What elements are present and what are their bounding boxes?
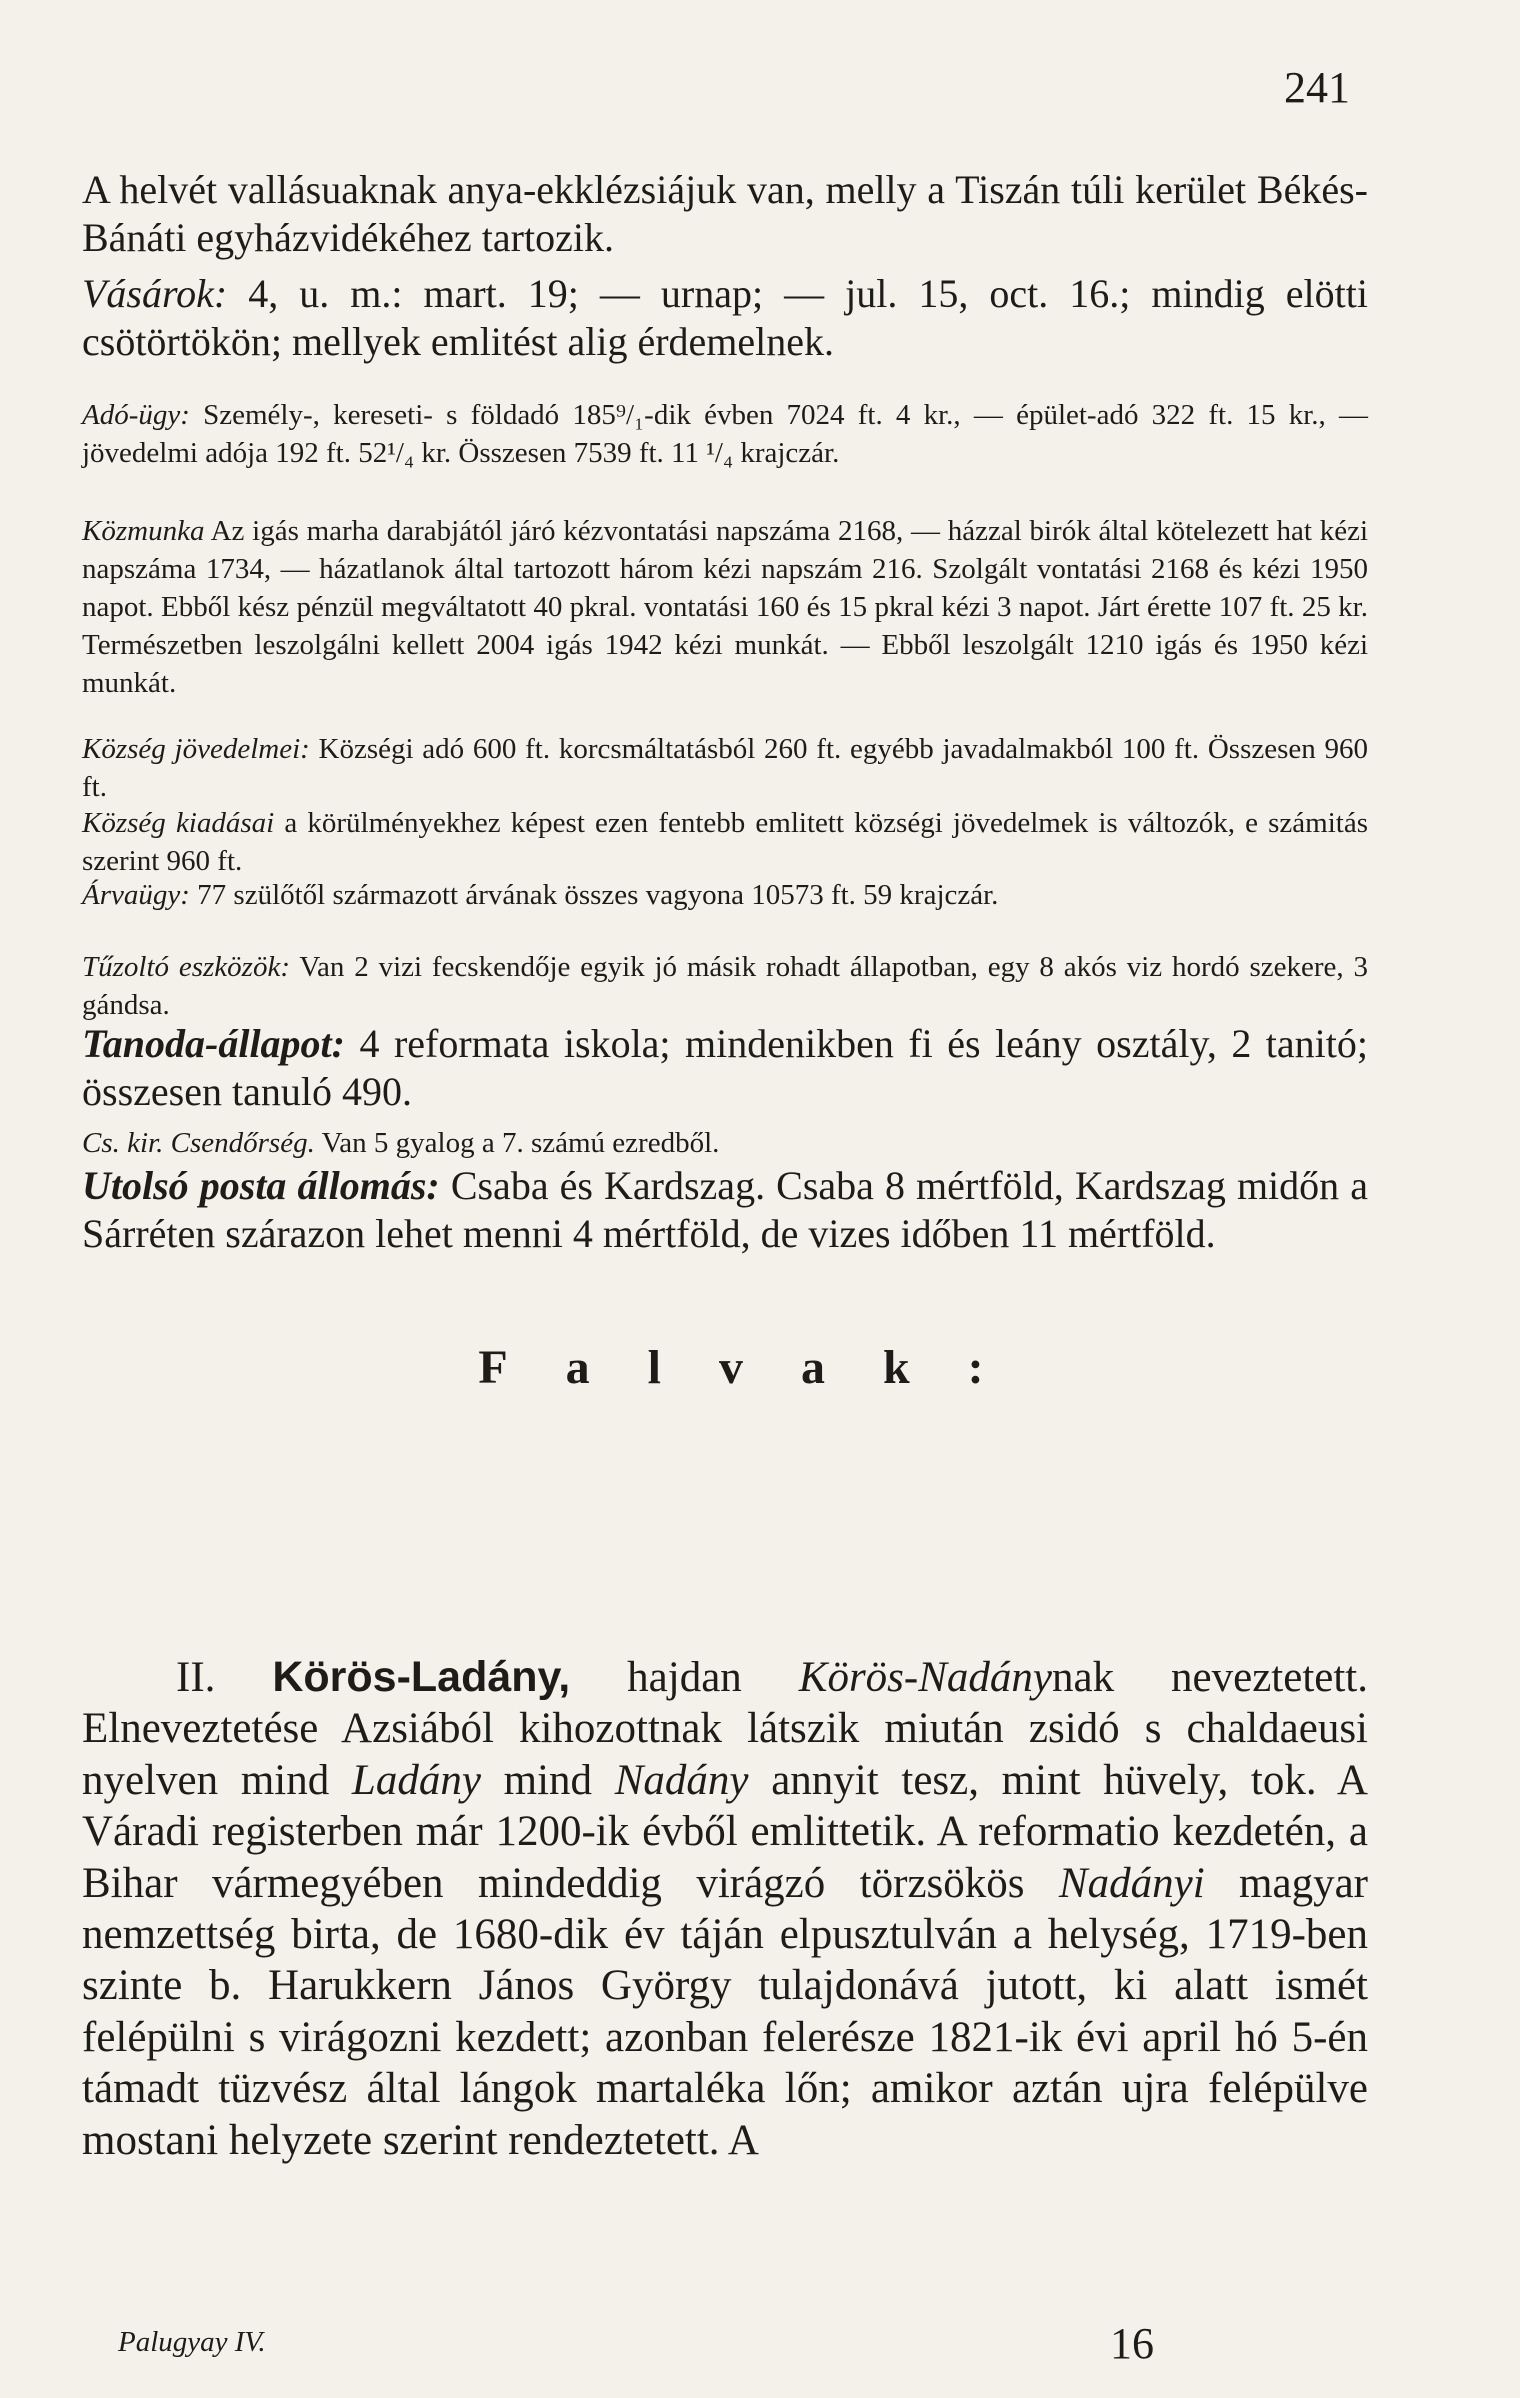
schools-label: Tanoda-állapot: — [82, 1021, 345, 1066]
orphan-affairs-text: 77 szülőtől származott árvának összes vagyona 10573 ft. 59 krajczár. — [197, 879, 999, 911]
paragraph-orphan-affairs — [82, 876, 1368, 914]
old-place-name: Körös-Nadány — [798, 1654, 1052, 1701]
post-office-text: Csaba és Kardszag. Csaba 8 mértföld, Kardszag midőn a Sárréten szárazon lehet menni 4 mértföld, de vizes időben 11 mértföld. — [82, 1163, 1368, 1256]
gendarmerie-label: Cs. kir. Csendőrség. — [82, 1127, 315, 1159]
paragraph-fire-equipment — [82, 948, 1368, 1024]
orphan-affairs-label: Árvaügy: — [82, 879, 190, 911]
tax-text: Személy-, kereseti- s földadó 185⁹/₁-dik évben 7024 ft. 4 kr., — épület-adó 322 ft. 15 kr., — jövedelmi adója 192 ft. 52¹/₄ kr. Összesen 7539 ft. 11 ¹/₄ krajczár. — [82, 399, 1368, 469]
public-works-label: Közmunka — [82, 515, 205, 547]
post-office-label: Utolsó posta állomás: — [82, 1163, 440, 1208]
paragraph-schools — [82, 1020, 1368, 1116]
family-nadanyi: Nadányi — [1058, 1859, 1205, 1907]
text-run: mind — [480, 1756, 615, 1804]
term-ladany: Ladány — [351, 1756, 481, 1804]
paragraph-village-income — [82, 730, 1368, 806]
fire-equipment-label: Tűzoltó eszközök: — [82, 951, 290, 983]
public-works-text: Az igás marha darabjától járó kézvontatási napszáma 2168, — házzal birók által kötelezett hat kézi napszáma 1734, — házatlanok által tartozott három kézi napszám 216. Szolgált vontatási 2168 és kézi 1950 napot. Ebből kész pénzül megváltatott 40 pkral. vontatási 160 és 15 pkral kézi 3 napot. Járt érette 107 ft. 25 kr. Természetben leszolgálni kellett 2004 igás 1942 kézi munkát. — Ebből leszolgált 1210 igás és 1950 kézi munkát. — [82, 515, 1369, 699]
paragraph-tax — [82, 396, 1368, 472]
footer-signature: Palugyay IV. — [118, 2326, 266, 2358]
text-run: nak neveztetett. Elneveztetése Azsiából kihozottnak látszik miután zsidó s chaldaeusi nyelven mind — [82, 1654, 1369, 1804]
text-run: annyit tesz, mint hüvely, tok. A Váradi registerben már 1200-ik évből emlittetik. A reformatio kezdetén, a Bihar vármegyében mindeddig virágzó törzsökös — [82, 1756, 1368, 1907]
paragraph-gendarmerie — [82, 1124, 1368, 1162]
village-income-text: Községi adó 600 ft. korcsmáltatásból 260 ft. egyébb javadalmakból 100 ft. Összesen 960 ft. — [82, 733, 1368, 803]
village-expenses-text: a körülményekhez képest ezen fentebb emlitett községi jövedelmek is változók, e számitás szerint 960 ft. — [82, 807, 1368, 877]
paragraph-religion: A helvét vallásuaknak anya-ekklézsiájuk van, melly a Tiszán túli kerület Békés-Bánáti egyházvidékéhez tartozik. — [82, 167, 1368, 260]
schools-text: 4 reformata iskola; mindenikben fi és leány osztály, 2 tanitó; összesen tanuló 490. — [82, 1021, 1369, 1114]
text-run: magyar nemzettség birta, de 1680-dik év táján elpusztulván a helység, 1719-ben szinte b. Harukkern János György tulajdonává jutott, ki alatt ismét felépülni s virágozni kezdett; azonban felerésze 1821-ik évi april hó 5-én támadt tüzvész által lángok martaléka lőn; amikor aztán ujra felépülve mostani helyzete szerint rendeztetett. A — [82, 1859, 1368, 2164]
paragraph-post-office — [82, 1162, 1368, 1258]
term-nadany: Nadány — [614, 1756, 749, 1804]
gendarmerie-text: Van 5 gyalog a 7. számú ezredből. — [321, 1127, 720, 1159]
villages-heading: Falvak: — [478, 1341, 1042, 1394]
page-number: 241 — [1284, 63, 1350, 112]
paragraph-village-expenses — [82, 804, 1368, 880]
fire-equipment-text: Van 2 vizi fecskendője egyik jó másik rohadt állapotban, egy 8 akós viz hordó szekere, 3 gándsa. — [82, 951, 1368, 1021]
text-run: hajdan — [570, 1654, 799, 1701]
markets-label: Vásárok: — [82, 271, 228, 316]
footer-sheet-number: 16 — [1110, 2319, 1154, 2368]
tax-label: Adó-ügy: — [82, 399, 190, 431]
roman-numeral: II. — [176, 1654, 216, 1701]
village-expenses-label: Község kiadásai — [82, 807, 275, 839]
markets-text: 4, u. m.: mart. 19; — urnap; — jul. 15, oct. 16.; mindig elötti csötörtökön; mellyek emlitést alig érdemelnek. — [82, 271, 1369, 364]
paragraph-public-works — [82, 512, 1368, 702]
paragraph-markets — [82, 270, 1368, 366]
village-income-label: Község jövedelmei: — [82, 733, 310, 765]
place-name: Körös-Ladány, — [272, 1653, 571, 1701]
paragraph-koros-ladany — [82, 1652, 1368, 2166]
